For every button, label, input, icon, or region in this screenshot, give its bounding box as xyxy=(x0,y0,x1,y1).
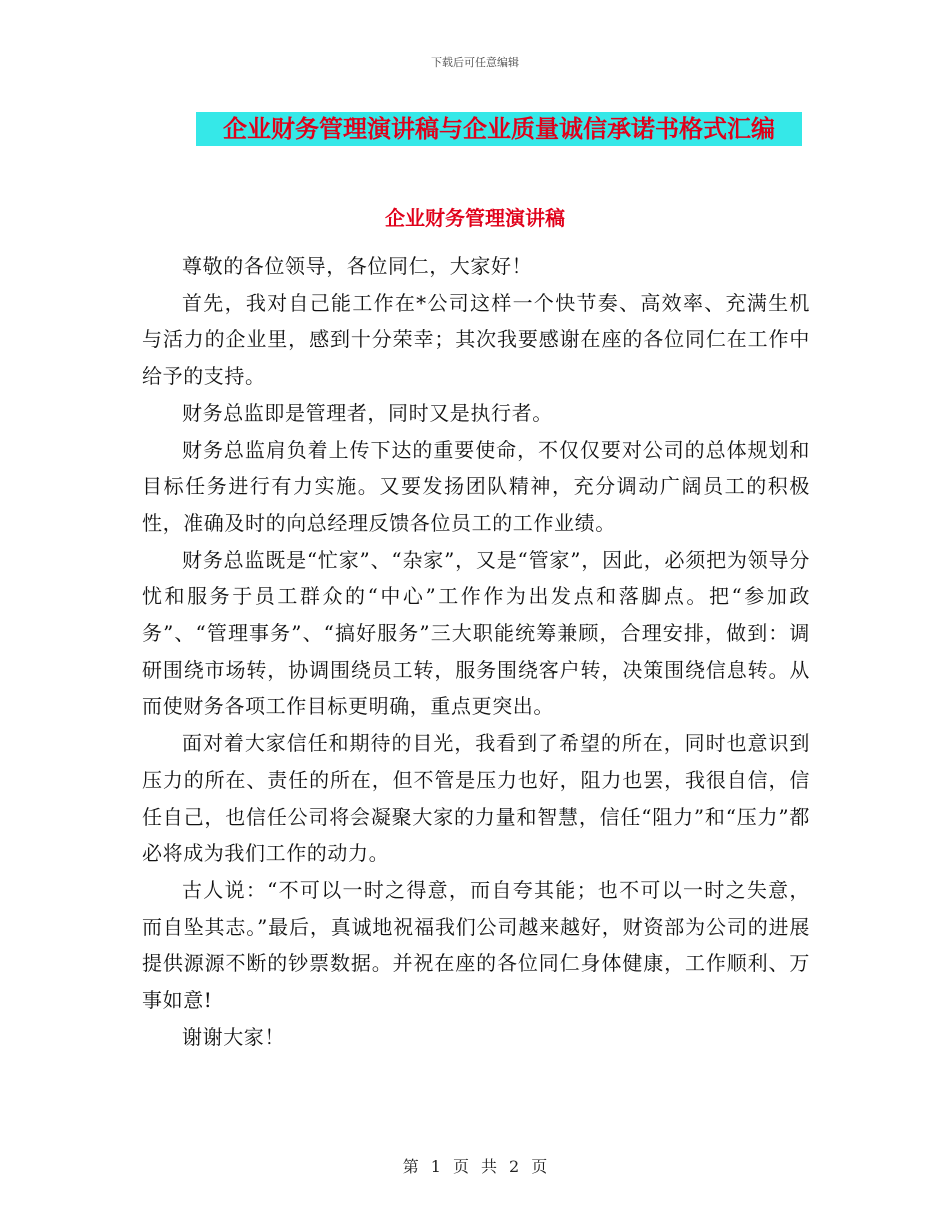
greeting-paragraph: 尊敬的各位领导，各位同仁，大家好！ xyxy=(182,254,533,278)
closing-paragraph: 谢谢大家！ xyxy=(182,1024,285,1049)
body-paragraph: 财务总监既是“忙家”、“杂家”，又是“管家”，因此，必须把为领导分忧和服务于员工群众的“中心”工作作为出发点和落脚点。把“参加政务”、“管理事务”、“搞好服务”三大职能统筹兼顾，合理安排，做到：调研围绕市场转，协调围绕员工转，服务围绕客户转，决策围绕信息转。从而使财务各项工作目标更明确，重点更突出。 xyxy=(142,547,810,719)
body-paragraph: 古人说：“不可以一时之得意，而自夸其能；也不可以一时之失意，而自坠其志。”最后，真诚地祝福我们公司越来越好，财资部为公司的进展提供源源不断的钞票数据。并祝在座的各位同仁身体健康，工作顺利、万事如意! xyxy=(142,877,810,1013)
page-prefix: 第 xyxy=(402,1157,419,1176)
page-unit-suffix: 页 xyxy=(531,1157,548,1176)
header-note: 下载后可任意编辑 xyxy=(431,56,519,69)
page-unit: 页 xyxy=(452,1157,469,1176)
body-paragraph: 财务总监即是管理者，同时又是执行者。 xyxy=(182,400,553,425)
current-page-number: 1 xyxy=(430,1157,441,1176)
total-label: 共 xyxy=(481,1157,498,1176)
total-page-number: 2 xyxy=(509,1157,520,1176)
body-paragraph: 面对着大家信任和期待的目光，我看到了希望的所在，同时也意识到压力的所在、责任的所在，但不管是压力也好，阻力也罢，我很自信，信任自己，也信任公司将会凝聚大家的力量和智慧，信任“阻力”和“压力”都必将成为我们工作的动力。 xyxy=(142,731,810,866)
document-title: 企业财务管理演讲稿与企业质量诚信承诺书格式汇编 xyxy=(223,115,775,143)
document-body xyxy=(142,248,810,1055)
body-paragraph: 财务总监肩负着上传下达的重要使命，不仅仅要对公司的总体规划和目标任务进行有力实施。又要发扬团队精神，充分调动广阔员工的积极性，准确及时的向总经理反馈各位员工的工作业绩。 xyxy=(142,437,810,535)
body-paragraph: 首先，我对自己能工作在*公司这样一个快节奏、高效率、充满生机与活力的企业里，感到十分荣幸；其次我要感谢在座的各位同仁在工作中给予的支持。 xyxy=(142,290,810,389)
speech-title: 企业财务管理演讲稿 xyxy=(385,206,565,230)
page-footer xyxy=(0,1154,950,1177)
